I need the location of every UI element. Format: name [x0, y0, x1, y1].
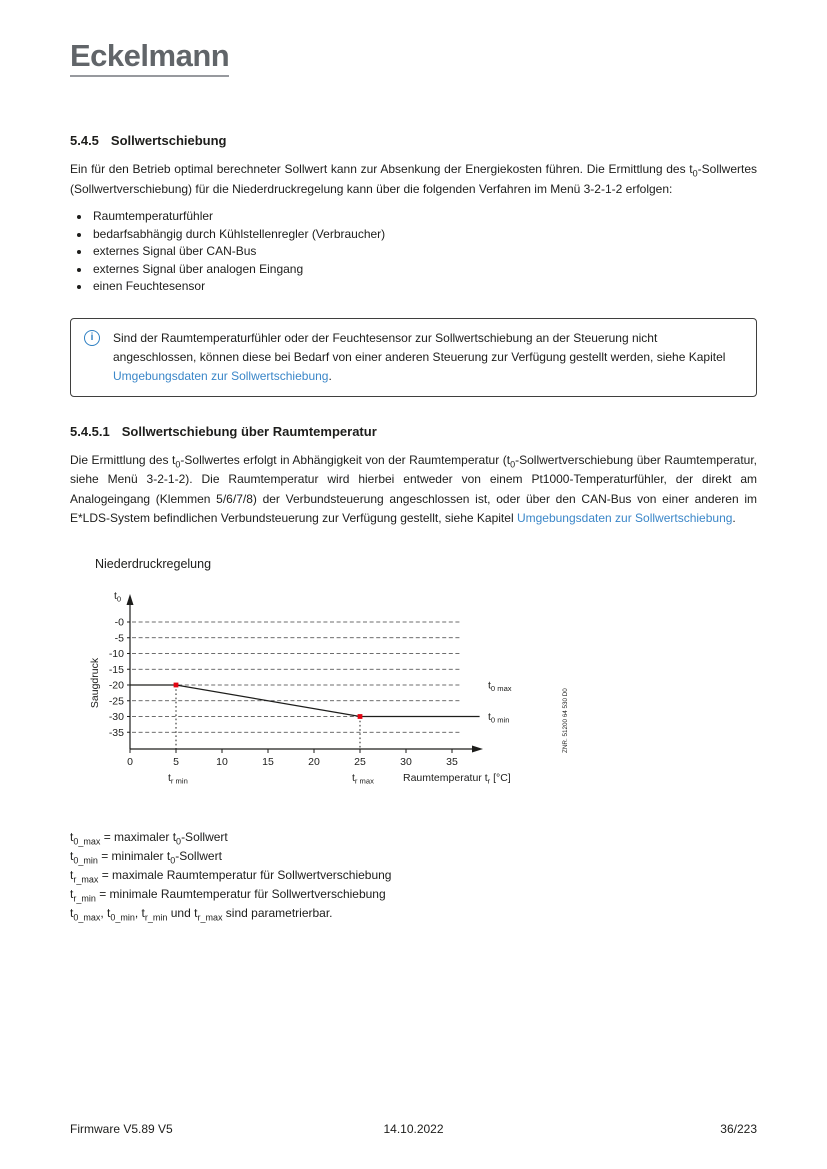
section-title: Sollwertschiebung: [110, 133, 227, 148]
section-number: 5.4.5: [70, 133, 99, 148]
y-tick-label: -20: [108, 679, 124, 691]
section-heading: [70, 133, 757, 148]
y-tick-label: -10: [108, 647, 124, 660]
chart-svg: [70, 581, 630, 796]
subsection-heading: [70, 424, 757, 439]
info-text: Sind der Raumtemperaturfühler oder der Feuchtesensor zur Sollwertschiebung an der Steuerung nicht angeschlossen, können diese bei Bedarf von einer anderen Steuerung zur Verfügung gestellt werden, siehe Kapitel Umgebungsdaten zur Sollwertschiebung.: [113, 330, 726, 383]
x-tick-label: 20: [308, 755, 320, 768]
subsection-paragraph: Die Ermittlung des $t_0$-Sollwertes erfolgt in Abhängigkeit von der Raumtemperatur ($t_0$-Sollwertverschiebung über Raumtemperatur, siehe Menü 3-2-1-2). Die Raumtemperatur wird hierbei entweder von einem Pt1000-Temperaturfühler, der direkt am Analogeingang (Klemmen 5/6/7/8) der Verbundsteuerung angeschlossen ist, oder über den CAN-Bus von einer anderen im E*LDS-System befindlichen Verbundsteuerung zur Verfügung gestellt, siehe Kapitel Umgebungsdaten zur Sollwertschiebung.: [70, 452, 757, 525]
subsection-number: 5.4.5.1: [70, 423, 110, 439]
footer-firmware-version: Firmware V5.89 V5: [70, 1122, 173, 1136]
method-item: • externes Signal über analogen Eingang: [91, 261, 757, 279]
legend-line: $t_{r\_min}$ = minimale Raumtemperatur für Sollwertverschiebung: [70, 886, 386, 903]
method-item: • Raumtemperaturfühler: [91, 208, 757, 226]
y-tick-label: -35: [108, 726, 124, 739]
x-tick-label: 25: [354, 755, 366, 768]
subsection-title: Sollwertschiebung über Raumtemperatur: [121, 423, 377, 439]
info-box: [70, 318, 757, 397]
tr-max-label: $t_{r max}$: [352, 771, 374, 786]
x-tick-label: 15: [262, 755, 274, 768]
legend-line: $t_{0\_max}$ = maximaler $t_0$-Sollwert: [70, 829, 228, 846]
t0-max-label: $t_{0 max}$: [488, 679, 512, 693]
chapter-link[interactable]: Umgebungsdaten zur Sollwertschiebung: [516, 511, 733, 525]
info-icon: i: [84, 330, 100, 346]
chart-legend: [70, 828, 757, 923]
chart-marker: [358, 714, 363, 719]
y-axis-symbol: $t_0$: [114, 589, 122, 604]
setpoint-shift-chart: [70, 581, 757, 796]
y-tick-label: -0: [114, 616, 124, 628]
drawing-number-note: ZNR. 51200 64 530 D0: [562, 687, 569, 753]
y-axis-arrow: [127, 594, 134, 605]
method-item: • externes Signal über CAN-Bus: [91, 243, 757, 261]
footer-date: 14.10.2022: [383, 1122, 444, 1136]
legend-line: $t_{r\_max}$ = maximale Raumtemperatur für Sollwertverschiebung: [70, 867, 392, 884]
t0-min-label: $t_{0 min}$: [488, 710, 510, 725]
x-axis-title: Raumtemperatur $t_r$ [°C]: [403, 771, 511, 786]
legend-line: $t_{0\_min}$ = minimaler $t_0$-Sollwert: [70, 848, 222, 865]
intro-paragraph: Ein für den Betrieb optimal berechneter Sollwert kann zur Absenkung der Energiekosten führen. Die Ermittlung des $t_0$-Sollwertes (Sollwertverschiebung) für die Niederdruckregelung kann über die folgenden Verfahren im Menü 3-2-1-2 erfolgen:: [70, 162, 757, 196]
page-footer: [70, 1122, 757, 1136]
tr-min-label: $t_{r min}$: [168, 771, 188, 786]
x-tick-label: 10: [216, 755, 228, 768]
x-tick-label: 0: [127, 755, 133, 768]
method-item: • einen Feuchtesensor: [91, 278, 757, 296]
x-tick-label: 30: [400, 755, 412, 768]
y-tick-label: -15: [108, 663, 124, 676]
x-axis-arrow: [472, 745, 483, 752]
x-tick-label: 5: [173, 755, 179, 768]
chart-title: Niederdruckregelung: [95, 556, 212, 571]
method-item: • bedarfsabhängig durch Kühlstellenregler (Verbraucher): [91, 226, 757, 244]
footer-page-number: 36/223: [720, 1122, 757, 1136]
y-axis-title: Saugdruck: [89, 657, 101, 708]
x-tick-label: 35: [446, 755, 458, 768]
y-tick-label: -30: [108, 710, 124, 723]
y-tick-label: -25: [108, 694, 124, 707]
chapter-link[interactable]: Umgebungsdaten zur Sollwertschiebung: [113, 368, 329, 383]
chart-marker: [174, 682, 179, 687]
company-logo: Eckelmann: [70, 40, 229, 77]
legend-line: $t_{0\_max}$, $t_{0\_min}$, $t_{r\_min}$ und $t_{r\_max}$ sind parametrierbar.: [70, 905, 333, 922]
methods-list: [70, 208, 757, 296]
y-tick-label: -5: [114, 631, 124, 644]
